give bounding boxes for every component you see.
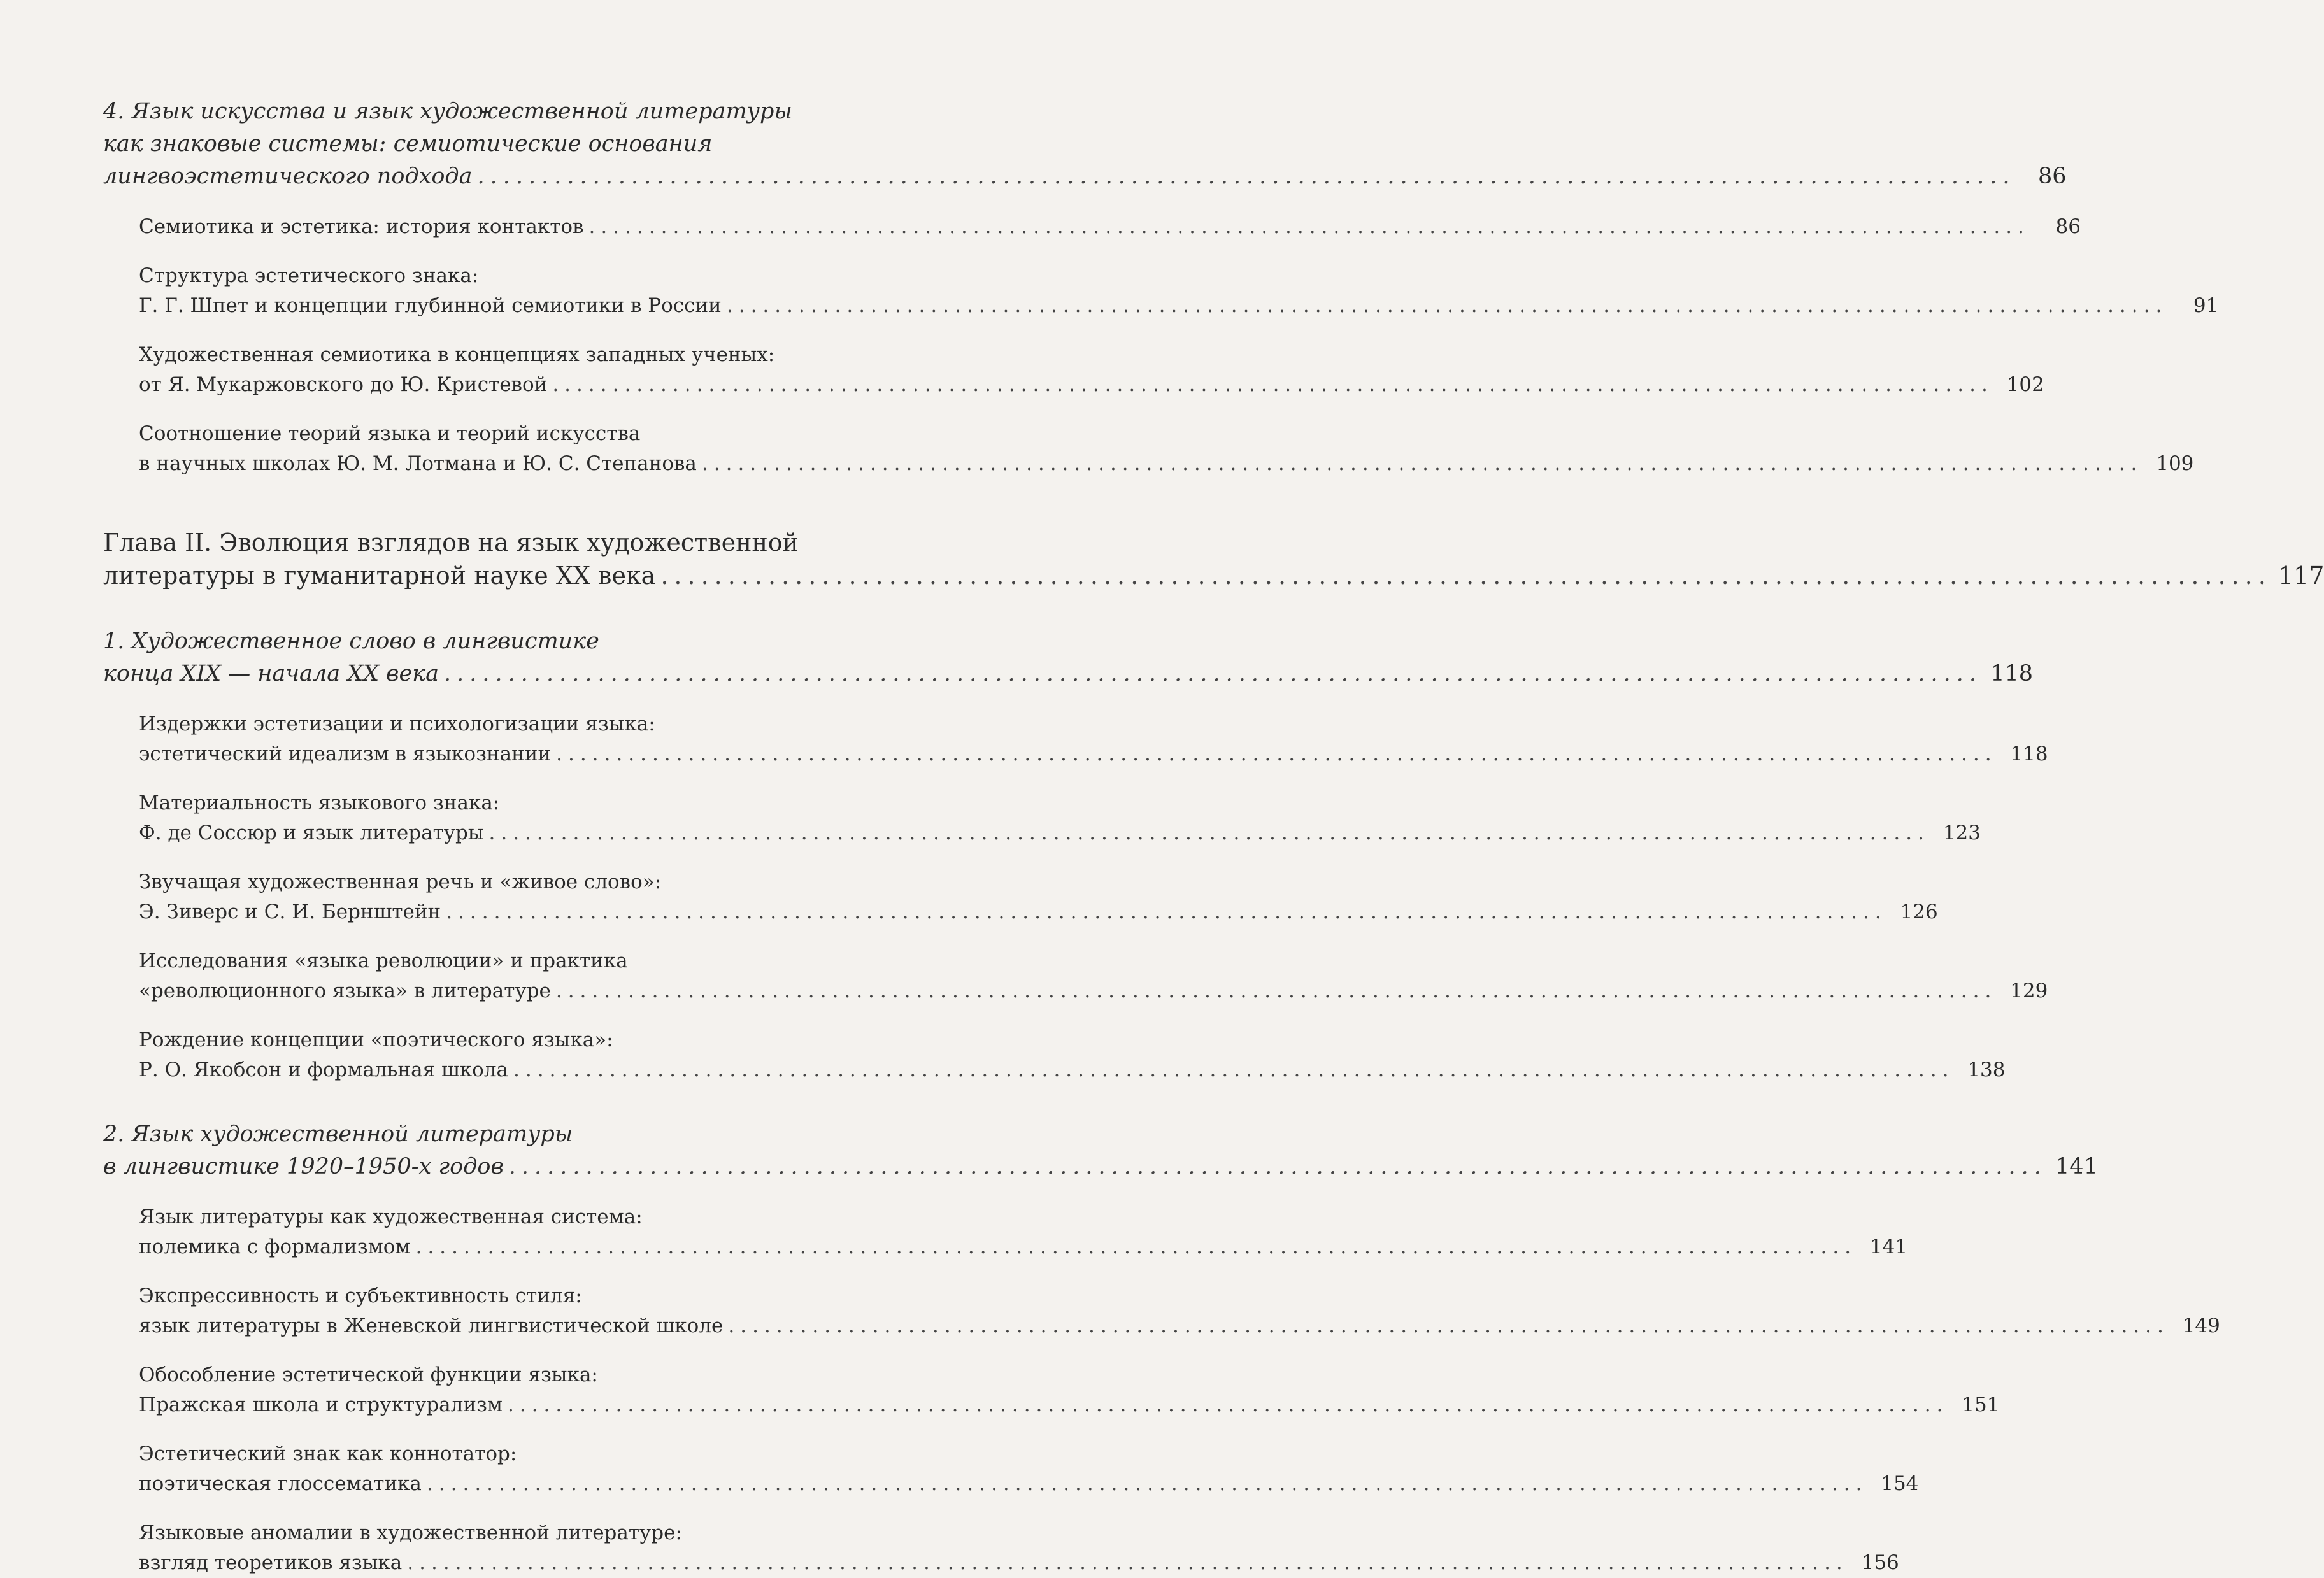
dot-leader: ........................................................................................................................ [415, 1235, 1857, 1258]
entry-line-2: эстетический идеализм в языкознании [139, 743, 552, 765]
toc-entry-language-art-theories [139, 419, 2194, 479]
entry-line-2: полемика с формализмом [139, 1235, 411, 1258]
page-number: 118 [1990, 661, 2034, 686]
dot-leader: ........................................................................................................................ [726, 294, 2168, 317]
toc-section-2 [103, 1118, 2098, 1183]
dot-leader: ........................................................................................................................ [426, 1472, 1868, 1495]
toc-chapter-2 [103, 526, 2324, 592]
dot-leader: ........................................................................................................................ [701, 452, 2143, 475]
page-number: 86 [2037, 164, 2067, 189]
entry-line-1: Семиотика и эстетика: история контактов [139, 215, 584, 238]
toc-section-4-line-3: лингвоэстетического подхода [103, 164, 473, 189]
toc-entry-aesthetic-sign [139, 261, 2219, 321]
dot-leader: ........................................................................................................................ [660, 562, 2272, 590]
page-number: 129 [2010, 979, 2048, 1002]
entry-line-2: Г. Г. Шпет и концепции глубинной семиотики в России [139, 294, 722, 317]
entry-line-2: поэтическая глоссематика [139, 1472, 422, 1495]
entry-line-1: Издержки эстетизации и психологизации языка: [139, 713, 655, 736]
entry-line-2: язык литературы в Женевской лингвистической школе [139, 1314, 724, 1337]
toc-entry-prague-school [139, 1360, 2000, 1420]
page-number: 109 [2156, 452, 2194, 475]
page-number: 102 [2006, 373, 2044, 396]
entry-line-2: Ф. де Соссюр и язык литературы [139, 821, 484, 844]
entry-line-2: Э. Зиверс и С. И. Бернштейн [139, 900, 441, 923]
dot-leader: ........................................................................................................................ [507, 1393, 1949, 1416]
page-number: 117 [2278, 562, 2324, 590]
entry-line-2: Пражская школа и структурализм [139, 1393, 503, 1416]
entry-line-2: Р. О. Якобсон и формальная школа [139, 1058, 509, 1081]
page-number: 151 [1962, 1393, 2000, 1416]
toc-entry-semiotics-aesthetics [139, 212, 2081, 242]
toc-entry-living-word [139, 867, 1938, 927]
entry-line-1: Структура эстетического знака: [139, 264, 479, 287]
page-number: 86 [2055, 215, 2081, 238]
toc-section-4 [103, 96, 2067, 193]
toc-entry-geneva-school [139, 1281, 2220, 1341]
page-number: 141 [2055, 1154, 2098, 1179]
entry-line-1: Звучащая художественная речь и «живое слово»: [139, 871, 662, 893]
dot-leader: ........................................................................................................................ [477, 164, 2016, 189]
entry-line-1: Рождение концепции «поэтического языка»: [139, 1028, 613, 1051]
dot-leader: ........................................................................................................................ [407, 1551, 1848, 1574]
toc-entry-language-anomalies [139, 1518, 1899, 1578]
toc-section-1 [103, 625, 2034, 690]
dot-leader: ........................................................................................................................ [513, 1058, 1955, 1081]
page-number: 141 [1869, 1235, 1908, 1258]
entry-line-1: Соотношение теорий языка и теорий искусства [139, 422, 641, 445]
dot-leader: ........................................................................................................................ [444, 661, 1983, 686]
page-number: 118 [2010, 743, 2048, 765]
entry-line-2: от Я. Мукаржовского до Ю. Кристевой [139, 373, 548, 396]
page-number: 156 [1861, 1551, 1899, 1574]
entry-line-1: Экспрессивность и субъективность стиля: [139, 1284, 582, 1307]
toc-entry-art-system [139, 1202, 1908, 1262]
entry-line-2: «революционного языка» в литературе [139, 979, 551, 1002]
entry-line-1: Эстетический знак как коннотатор: [139, 1442, 517, 1465]
entry-line-1: Материальность языкового знака: [139, 792, 500, 814]
page-number: 126 [1900, 900, 1938, 923]
entry-line-1: Языковые аномалии в художественной литературе: [139, 1521, 682, 1544]
entry-line-1: Обособление эстетической функции языка: [139, 1363, 598, 1386]
toc-entry-aestheticization [139, 709, 2048, 769]
toc-entry-art-semiotics [139, 340, 2044, 400]
chapter-line-2: литературы в гуманитарной науке XX века [103, 562, 656, 590]
table-of-contents [103, 96, 2324, 1578]
page-number: 123 [1943, 821, 1981, 844]
page-number: 91 [2193, 294, 2219, 317]
page-number: 154 [1881, 1472, 1919, 1495]
entry-line-1: Исследования «языка революции» и практика [139, 949, 628, 972]
section-line-1: 1. Художественное слово в лингвистике [103, 629, 599, 654]
page-number: 149 [2182, 1314, 2220, 1337]
dot-leader: ........................................................................................................................ [508, 1154, 2047, 1179]
dot-leader: ........................................................................................................................ [488, 821, 1930, 844]
toc-entry-poetic-language [139, 1025, 2006, 1085]
toc-entry-glossematics [139, 1439, 1919, 1499]
section-line-2: в лингвистике 1920–1950-х годов [103, 1154, 504, 1179]
section-line-1: 2. Язык художественной литературы [103, 1121, 573, 1147]
entry-line-1: Художественная семиотика в концепциях западных ученых: [139, 343, 775, 366]
entry-line-1: Язык литературы как художественная система: [139, 1205, 643, 1228]
dot-leader: ........................................................................................................................ [555, 979, 1997, 1002]
entry-line-2: в научных школах Ю. М. Лотмана и Ю. С. Степанова [139, 452, 697, 475]
section-line-2: конца XIX — начала XX века [103, 661, 439, 686]
dot-leader: ........................................................................................................................ [552, 373, 1993, 396]
toc-section-4-line-2: как знаковые системы: семиотические основания [103, 131, 713, 157]
dot-leader: ........................................................................................................................ [556, 743, 1997, 765]
entry-line-2: взгляд теоретиков языка [139, 1551, 403, 1574]
dot-leader: ........................................................................................................................ [446, 900, 1887, 923]
toc-section-4-line-1: 4. Язык искусства и язык художественной литературы [103, 99, 792, 124]
toc-entry-revolution-language [139, 946, 2048, 1006]
dot-leader: ........................................................................................................................ [728, 1314, 2169, 1337]
page-number: 138 [1967, 1058, 2006, 1081]
chapter-line-1: Глава II. Эволюция взглядов на язык художественной [103, 529, 799, 557]
toc-entry-saussure [139, 788, 1981, 848]
dot-leader: ........................................................................................................................ [588, 215, 2030, 238]
